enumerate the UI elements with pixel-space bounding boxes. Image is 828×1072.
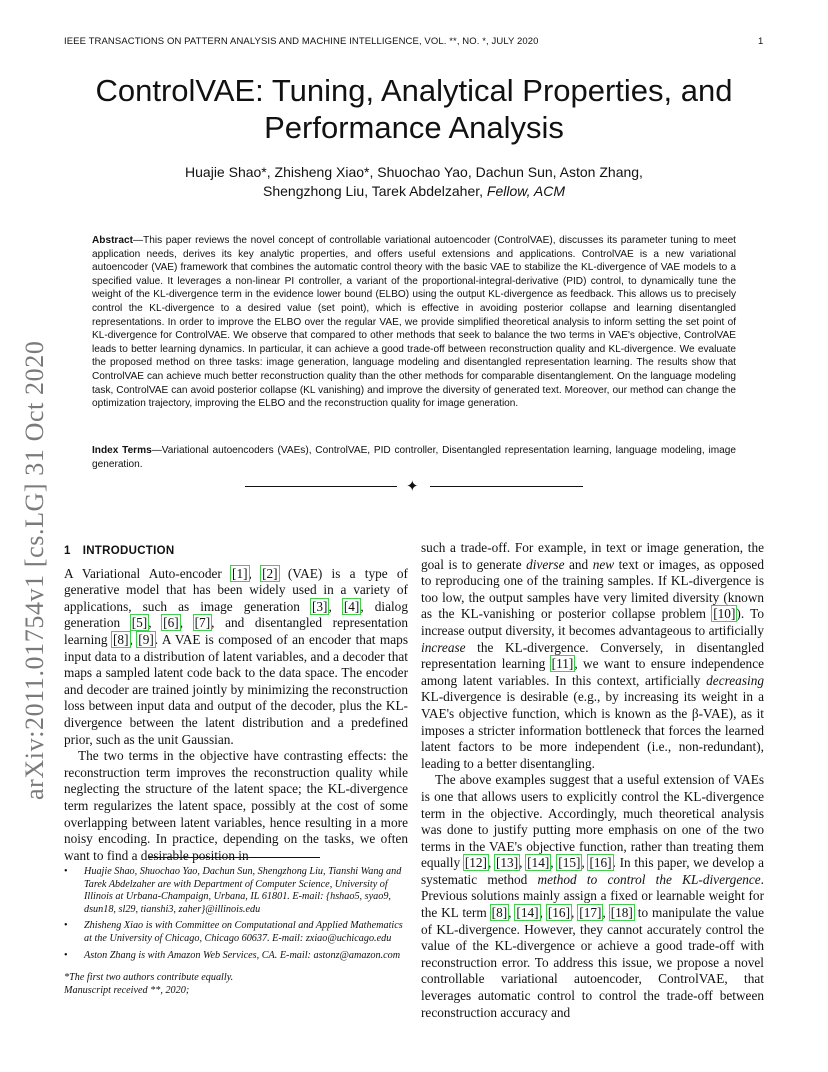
text-run: , (248, 565, 262, 581)
abstract (92, 234, 736, 411)
index-terms-label: Index Terms (92, 445, 152, 456)
text-run: , (179, 615, 194, 631)
text-run: , and disentangled representation learning (64, 615, 408, 647)
text-run: . Previous solutions mainly assign a fixed or learnable weight for the KL term (421, 871, 764, 921)
intro-paragraph-1 (64, 566, 408, 749)
intro-paragraph-3 (421, 540, 764, 772)
running-header: IEEE TRANSACTIONS ON PATTERN ANALYSIS AND MACHINE INTELLIGENCE, VOL. **, NO. *, JULY 2020 (64, 36, 539, 47)
abstract-text: —This paper reviews the novel concept of controllable variational autoencoder (ControlVAE), discusses its parameter tuning to meet application needs, derives its key analytic properties, and offers useful extensions and applications. ControlVAE is a new variational autoencoder (VAE) framework that combines the automatic control theory with the basic VAE to stabilize the KL-divergence of VAE models to a specified value. It leverages a non-linear PI controller, a variant of the proportional-integral-derivative (PID) control, to dynamically tune the weight of the KL-divergence term in the evidence lower bound (ELBO) using the output KL-divergence as feedback. This allows us to precisely control the KL-divergence to a desired value (set point), which is effective in avoiding posterior collapse and learning disentangled representations. In order to improve the ELBO over the regular VAE, we provide simplified theoretical analysis to inform setting the set point of KL-divergence for ControlVAE. We observe that compared to other methods that seek to balance the two terms in VAE's objective, ControlVAE leads to better learning dynamics. In particular, it can achieve a good trade-off between reconstruction quality and KL-divergence. We evaluate the proposed method on three tasks: image generation, language modeling and disentangled representation learning. The results show that ControlVAE can achieve much better reconstruction quality than the other methods for comparable disentanglement. On the language modeling task, ControlVAE can avoid posterior collapse (KL vanishing) and improve the diversity of generated text. Moreover, our method can change the optimization trajectory, improving the ELBO and the reconstruction quality for image generation. (92, 235, 736, 410)
text-run: , (328, 598, 343, 614)
footnote-text: Zhisheng Xiao is with Committee on Computational and Applied Mathematics at the University of Chicago, Chicago 60637. E-mail: zxiao@uchicago.edu (84, 920, 403, 944)
text-run: , (148, 615, 163, 631)
page-number: 1 (758, 36, 764, 47)
equal-contribution-note: *The first two authors contribute equally. (64, 972, 234, 984)
citation-link[interactable]: [2] (262, 565, 278, 581)
citation-link[interactable]: [3] (311, 598, 328, 614)
text-run: ). To increase output diversity, it becomes advantageous to artificially (421, 606, 765, 638)
separator-line-left (245, 486, 397, 487)
text-run: and (564, 556, 593, 572)
citation-link[interactable]: [14] (527, 855, 550, 871)
author-list (0, 163, 828, 201)
bullet-icon: • (64, 866, 68, 877)
footnotes (64, 866, 408, 997)
text-run: . A VAE is composed of an encoder that maps input data to a distribution of latent variables, and a decoder that maps a sampled latent code back to the data space. The encoder and decoder are trained jointly by minimizing the reconstruction loss between input data and output of the decoder, plus the KL-divergence between the latent distribution and a predefined prior, such as the unit Gaussian. (64, 631, 409, 747)
emphasis: decreasing (706, 672, 764, 688)
citation-link[interactable]: [18] (610, 905, 633, 921)
citation-link[interactable]: [4] (343, 598, 360, 614)
right-column (421, 540, 764, 1021)
left-column (64, 540, 408, 864)
text-run: , we want to ensure independence among latent variables. In this context, artificially (421, 656, 765, 688)
text-run: , dialog generation (64, 598, 408, 631)
affiliation-footnote (64, 950, 408, 963)
text-run: The above examples suggest that a useful extension of VAEs is one that allows users to explicitly control the KL-divergence term in the objective. Accordingly, much theoretical analysis was done to justify putting more emphasis on one of the two terms in the VAE's objective function, rather than treating them equally (421, 772, 764, 871)
section-heading-introduction (64, 543, 408, 560)
separator-line-right (430, 486, 583, 487)
intro-paragraph-2: The two terms in the objective have contrasting effects: the reconstruction term improves the reconstruction quality while neglecting the structure of the latent space; the KL-divergence term regularizes the latent space, possibly at the cost of some overlapping between latent variables, hence resulting in a more noisy encoding. In practice, depending on the tasks, we often want to find a desirable position in (64, 748, 408, 863)
paper-title (0, 72, 828, 146)
text-run: the KL-divergence. Conversely, in disentangled representation learning (421, 639, 764, 672)
index-terms (92, 444, 736, 471)
title-line-2: Performance Analysis (264, 110, 564, 145)
text-run: , (129, 631, 138, 647)
citation-link[interactable]: [7] (194, 615, 211, 631)
citation-link[interactable]: [1] (232, 565, 248, 581)
citation-link[interactable]: [14] (516, 905, 539, 921)
text-run: such a trade-off. For example, in text or image generation, the goal is to generate (421, 540, 764, 572)
authors-line-2: Shengzhong Liu, Tarek Abdelzaher, (263, 183, 487, 199)
citation-link[interactable]: [8] (113, 631, 129, 647)
footnote-text: Aston Zhang is with Amazon Web Services, CA. E-mail: astonz@amazon.com (84, 949, 401, 961)
text-run: A Variational Auto-encoder (64, 565, 232, 581)
text-run: . In this paper, we develop a systematic method (421, 855, 765, 887)
section-number: 1 (64, 545, 71, 557)
title-line-1: ControlVAE: Tuning, Analytical Properties, and (95, 73, 733, 108)
citation-link[interactable]: [13] (495, 855, 519, 871)
citation-link[interactable]: [8] (491, 905, 508, 921)
index-terms-text: —Variational autoencoders (VAEs), ControlVAE, PID controller, Disentangled representation learning, language modeling, image generation. (92, 445, 736, 470)
intro-paragraph-4: The above examples suggest that a useful extension of VAEs is one that allows users to explicitly control the KL-divergence term in the objective. Accordingly, much theoretical analysis was done to justify putting more emphasis on one of the two terms in the VAE's objective function, rather than treating them equally [12], [13], [14], [15], [16]. In this paper, we develop a systematic method method to control the KL-divergence. Previous solutions mainly assign a fixed or learnable weight for the KL term [8], [14], [16], [17], [18] to manipulate the value of KL-divergence. However, they cannot accurately control the value of the KL-divergence or achieve a good trade-off with reconstruction error. To address this issue, we propose a novel controllable variational autoencoder, ControlVAE, that leverages automatic control to control the trade-off between reconstruction accuracy and (421, 772, 765, 1020)
affiliation-footnote (64, 920, 408, 945)
section-title: INTRODUCTION (82, 545, 175, 557)
citation-link[interactable]: [5] (131, 615, 148, 631)
text-run: text or images, as opposed to reproducing one of the training samples. If KL-divergence is too low, the output samples have very limited diversity (known as the KL-vanishing or posterior collapse problem (421, 556, 764, 622)
abstract-label: Abstract (92, 235, 133, 246)
contribution-note (64, 972, 408, 997)
emphasis: method to control the KL-divergence (537, 871, 761, 887)
citation-link[interactable]: [16] (547, 905, 570, 921)
citation-link[interactable]: [6] (163, 615, 179, 631)
author-membership: Fellow, ACM (486, 183, 565, 199)
emphasis: diverse (526, 556, 565, 572)
text-run: (VAE) is a type of generative model that has been widely used in a variety of applications, such as image generation (64, 565, 408, 614)
manuscript-received-note: Manuscript received **, 2020; (64, 984, 190, 996)
affiliation-footnote (64, 866, 408, 916)
text-run: to manipulate the value of KL-divergence. However, they cannot accurately control the value of the KL-divergence or achieve a good trade-off with reconstruction error. To address this issue, we propose a novel controllable variational autoencoder, ControlVAE, that leverages automatic control to control the trade-off between reconstruction accuracy and (421, 905, 765, 1020)
citation-link[interactable]: [9] (138, 631, 154, 647)
citation-link[interactable]: [10] (713, 606, 736, 622)
citation-link[interactable]: [15] (558, 855, 581, 871)
citation-link[interactable]: [12] (464, 855, 487, 871)
citation-link[interactable]: [11] (551, 656, 574, 672)
bullet-icon: • (64, 949, 68, 961)
emphasis: new (592, 556, 615, 572)
citation-link[interactable]: [16] (589, 855, 612, 871)
footnote-separator (148, 857, 320, 858)
bullet-icon: • (64, 920, 68, 932)
arxiv-identifier: arXiv:2011.01754v1 [cs.LG] 31 Oct 2020 (20, 340, 49, 800)
citation-link[interactable]: [17] (579, 905, 602, 921)
separator-diamond-icon: ✦ (406, 479, 419, 495)
authors-line-1: Huajie Shao*, Zhisheng Xiao*, Shuochao Yao, Dachun Sun, Aston Zhang, (185, 164, 643, 180)
footnote-text: Huajie Shao, Shuochao Yao, Dachun Sun, Shengzhong Liu, Tianshi Wang and Tarek Abdelzaher are with Department of Computer Science, University of Illinois at Urbana-Champaign, Urbana, IL 61801. E-mail: {hshao5, syao9, dsun18, sl29, tianshi3, zaher}@illinois.edu (84, 866, 402, 915)
text-run: KL-divergence is desirable (e.g., by increasing its weight in a VAE's objective function, which is known as the β-VAE), as it imposes a stricter information bottleneck that forces the learned latent factors to be more independent (i.e., non-redundant), leading to a better disentangling. (421, 689, 764, 771)
emphasis: increase (421, 639, 466, 655)
